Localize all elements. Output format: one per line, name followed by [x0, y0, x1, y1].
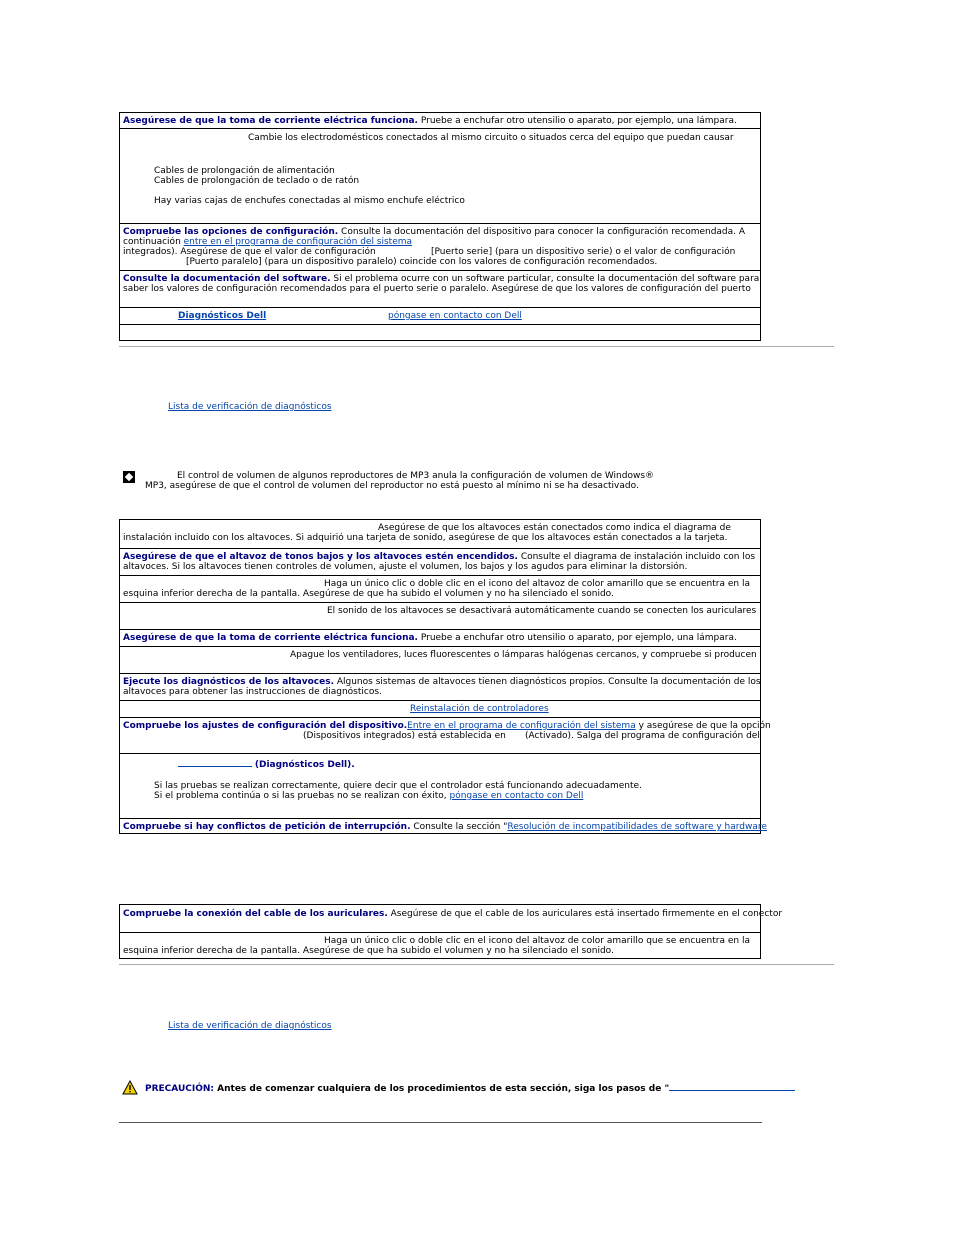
- row-text: Pruebe a enchufar otro utensilio o aparato, por ejemplo, una lámpara.: [417, 116, 737, 126]
- contact-dell-link[interactable]: póngase en contacto con Dell: [449, 791, 584, 801]
- table-row: [120, 575, 760, 602]
- divider: [119, 1122, 762, 1123]
- table-row: [120, 818, 767, 835]
- row-heading: Compruebe las opciones de configuración.: [123, 227, 339, 237]
- table-row: [120, 673, 760, 700]
- table-row: [120, 602, 760, 629]
- row-text: El sonido de los altavoces se desactivará automáticamente cuando se conecten los auriculares: [327, 606, 757, 616]
- row-text: Algunos sistemas de altavoces tienen diagnósticos propios. Consulte la documentación de los: [334, 677, 761, 687]
- row-heading: Ejecute los diagnósticos de los altavoces.: [123, 677, 334, 687]
- row-text: Apague los ventiladores, luces fluorescentes o lámparas halógenas cercanos, y compruebe si producen: [290, 650, 757, 660]
- row-heading: Compruebe si hay conflictos de petición de interrupción.: [123, 822, 411, 832]
- table-row: [120, 270, 760, 307]
- list-item: Hay varias cajas de enchufes conectadas al mismo enchufe eléctrico: [154, 196, 465, 206]
- note-icon: [123, 471, 135, 483]
- contact-dell-link[interactable]: póngase en contacto con Dell: [388, 311, 522, 321]
- row-text: altavoces. Si los altavoces tienen controles de volumen, ajuste el volumen, los bajos y los agudos para eliminar la distorsión.: [123, 562, 688, 572]
- table-row: [120, 646, 760, 673]
- row-text: Consulte el diagrama de instalación incluido con los: [517, 552, 756, 562]
- table-row: [120, 753, 760, 818]
- row-heading: Consulte la documentación del software.: [123, 274, 331, 284]
- row-text: (Activado). Salga del programa de configuración del: [525, 731, 760, 741]
- row-text: esquina inferior derecha de la pantalla. Asegúrese de que ha subido el volumen y no ha silenciado el sonido.: [123, 946, 614, 956]
- row-heading: (Diagnósticos Dell).: [254, 760, 355, 770]
- row-text: Si el problema ocurre con un software particular, consulte la documentación del software para: [330, 274, 760, 284]
- caution-label: PRECAUCIÓN:: [145, 1084, 215, 1094]
- underline-blank: [178, 758, 252, 767]
- row-heading: Asegúrese de que la toma de corriente eléctrica funciona.: [123, 633, 418, 643]
- row-text: Consulte la sección ": [410, 822, 508, 832]
- dell-diagnostics-link[interactable]: Diagnósticos Dell: [178, 311, 267, 321]
- row-text: (Dispositivos integrados) está establecida en: [303, 731, 506, 741]
- table-row: [120, 324, 760, 340]
- row-text: Haga un único clic o doble clic en el icono del altavoz de color amarillo que se encuentra en la: [324, 579, 750, 589]
- row-text: Pruebe a enchufar otro utensilio o aparato, por ejemplo, una lámpara.: [417, 633, 737, 643]
- row-heading: Compruebe los ajustes de configuración del dispositivo.: [123, 721, 408, 731]
- row-text: saber los valores de configuración recomendados para el puerto serie o paralelo. Asegúrese de que los valores de configuración del puerto: [123, 284, 751, 294]
- incompatibilities-link[interactable]: Resolución de incompatibilidades de software y hardware: [507, 822, 767, 832]
- table-row: [120, 113, 760, 128]
- row-heading: Asegúrese de que el altavoz de tonos bajos y los altavoces estén encendidos.: [123, 552, 518, 562]
- row-text: [Puerto serie] (para un dispositivo serie) o el valor de configuración: [431, 247, 736, 257]
- row-text: Asegúrese de que los altavoces están conectados como indica el diagrama de: [378, 523, 731, 533]
- list-item: Cables de prolongación de alimentación: [154, 166, 335, 176]
- reinstall-drivers-link[interactable]: Reinstalación de controladores: [410, 704, 549, 714]
- note-text: El control de volumen de algunos reproductores de MP3 anula la configuración de volumen de Windows®: [177, 471, 655, 481]
- row-text: Asegúrese de que el cable de los auriculares está insertado firmemente en el conector: [387, 909, 783, 919]
- list-item: Cables de prolongación de teclado o de ratón: [154, 176, 360, 186]
- troubleshoot-table-3: [119, 904, 783, 959]
- warning-icon: [122, 1080, 138, 1095]
- table-row: [120, 223, 760, 270]
- row-text: Haga un único clic o doble clic en el icono del altavoz de color amarillo que se encuentra en la: [324, 936, 750, 946]
- divider: [119, 964, 834, 965]
- row-text: Cambie los electrodomésticos conectados al mismo circuito o situados cerca del equipo que puedan causar: [248, 133, 734, 143]
- row-heading: Asegúrese de que la toma de corriente eléctrica funciona.: [123, 116, 418, 126]
- list-item: Si el problema continúa o si las pruebas no se realizan con éxito,: [154, 791, 450, 801]
- list-item: Si las pruebas se realizan correctamente, quiere decir que el controlador está funcionando adecuadamente.: [154, 781, 642, 791]
- row-text: integrados). Asegúrese de que el valor de configuración: [123, 247, 376, 257]
- caution-text: Antes de comenzar cualquiera de los procedimientos de esta sección, siga los pasos de ": [214, 1084, 670, 1094]
- troubleshoot-table-1: [119, 112, 761, 341]
- system-setup-link[interactable]: Entre en el programa de configuración del sistema: [407, 721, 636, 731]
- diagnostics-checklist-link[interactable]: Lista de verificación de diagnósticos: [168, 1021, 332, 1031]
- troubleshoot-table-2: [119, 519, 771, 834]
- row-heading: Compruebe la conexión del cable de los auriculares.: [123, 909, 388, 919]
- system-setup-link[interactable]: entre en el programa de configuración del sistema: [183, 237, 413, 247]
- row-text: altavoces para obtener las instrucciones de diagnósticos.: [123, 687, 382, 697]
- table-row: [120, 629, 760, 646]
- row-text: instalación incluido con los altavoces. Si adquirió una tarjeta de sonido, asegúrese de que los altavoces están conectados a la tarjeta.: [123, 533, 728, 543]
- table-row: [120, 932, 760, 959]
- table-row: [120, 307, 760, 324]
- row-text: y asegúrese de que la opción: [635, 721, 771, 731]
- row-text: esquina inferior derecha de la pantalla. Asegúrese de que ha subido el volumen y no ha silenciado el sonido.: [123, 589, 614, 599]
- table-row: [120, 520, 760, 548]
- row-text: [Puerto paralelo] (para un dispositivo paralelo) coincide con los valores de configuración recomendados.: [186, 257, 658, 267]
- row-text: Consulte la documentación del dispositivo para conocer la configuración recomendada. A: [338, 227, 746, 237]
- row-text: continuación: [123, 237, 184, 247]
- divider: [119, 346, 834, 347]
- table-row: [120, 717, 771, 753]
- diagnostics-checklist-link[interactable]: Lista de verificación de diagnósticos: [168, 402, 332, 412]
- table-row: [120, 905, 783, 932]
- table-row: [120, 128, 760, 223]
- table-row: [120, 700, 760, 717]
- table-row: [120, 548, 760, 575]
- underline-blank: [669, 1082, 795, 1091]
- note-text: MP3, asegúrese de que el control de volumen del reproductor no está puesto al mínimo ni se ha desactivado.: [145, 481, 639, 491]
